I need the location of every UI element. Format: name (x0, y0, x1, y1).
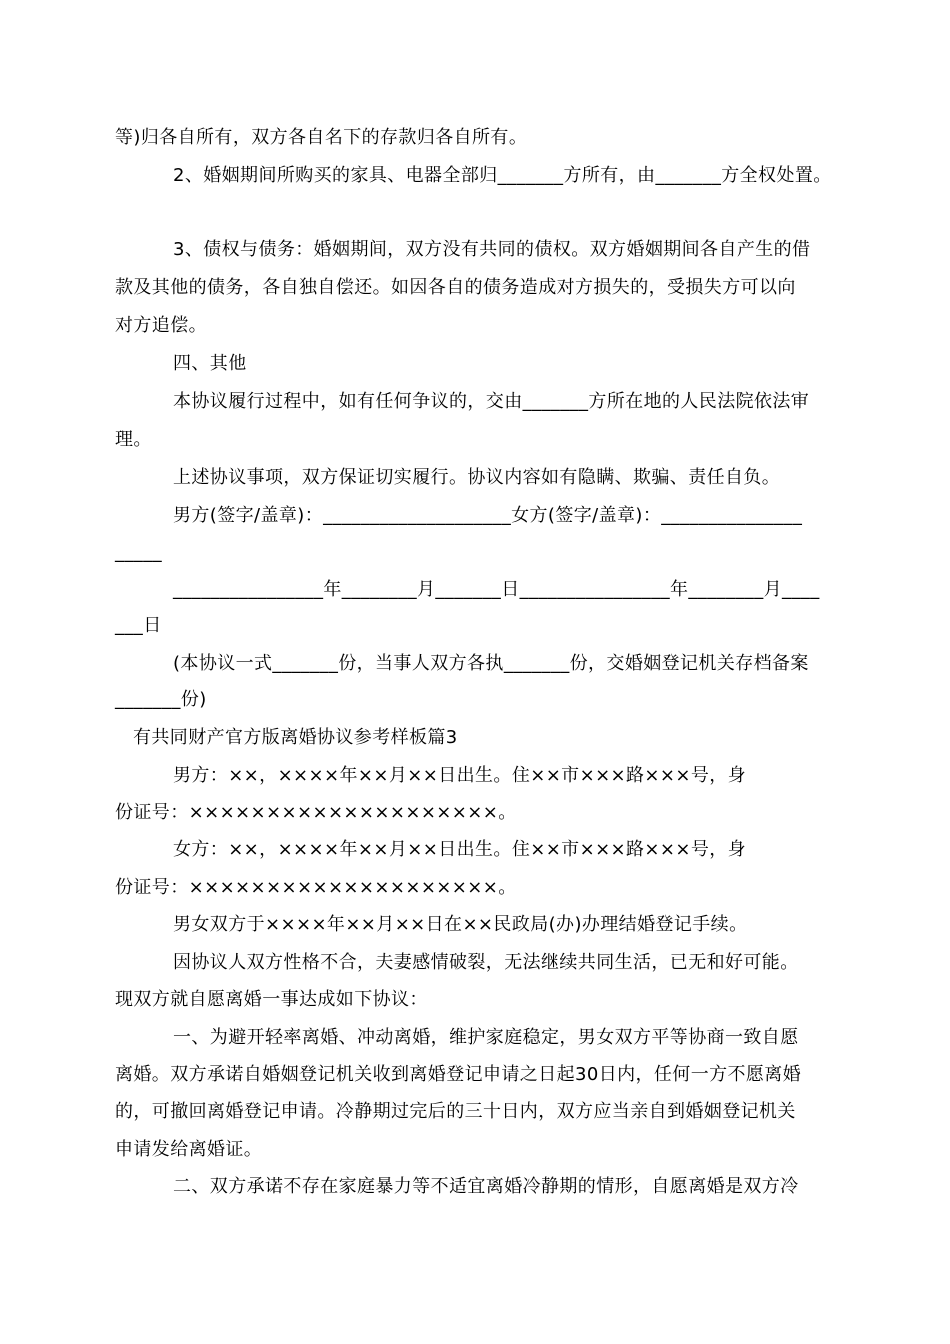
text-line: 的，可撤回离婚登记申请。冷静期过完后的三十日内，双方应当亲自到婚姻登记机关 (115, 1101, 796, 1122)
text-line: 等)归各自所有，双方各自名下的存款归各自所有。 (115, 127, 528, 148)
signature-line: 男方(签字/盖章)：____________________女方(签字/盖章)：_______________ (173, 505, 803, 526)
section-title: 有共同财产官方版离婚协议参考样板篇3 (133, 727, 458, 748)
text-line: 上述协议事项，双方保证切实履行。协议内容如有隐瞒、欺骗、责任自负。 (173, 467, 781, 488)
text-line: 对方追偿。 (115, 315, 207, 336)
date-line: ________________年________月_______日________________年________月____ (173, 579, 820, 600)
text-line: 二、双方承诺不存在家庭暴力等不适宜离婚冷静期的情形，自愿离婚是双方冷 (173, 1176, 799, 1197)
section-heading: 四、其他 (173, 353, 247, 374)
text-line: 款及其他的债务，各自独自偿还。如因各自的债务造成对方损失的，受损失方可以向 (115, 277, 796, 298)
text-line: 女方：××，××××年××月××日出生。住××市×××路×××号，身 (173, 839, 747, 860)
text-line: 现双方就自愿离婚一事达成如下协议： (115, 989, 428, 1010)
text-line: 一、为避开轻率离婚、冲动离婚，维护家庭稳定，男女双方平等协商一致自愿 (173, 1027, 799, 1048)
date-line: ___日 (115, 615, 162, 636)
text-line: 本协议履行过程中，如有任何争议的，交由_______方所在地的人民法院依法审 (173, 391, 810, 412)
text-line: 男女双方于××××年××月××日在××民政局(办)办理结婚登记手续。 (173, 914, 748, 935)
text-line: 份证号：××××××××××××××××××××。 (115, 802, 517, 823)
text-line: _______份) (115, 689, 207, 710)
text-line: 离婚。双方承诺自婚姻登记机关收到离婚登记申请之日起30日内，任何一方不愿离婚 (115, 1064, 802, 1085)
text-line: 2、婚姻期间所购买的家具、电器全部归_______方所有，由_______方全权处置。 (173, 165, 832, 186)
text-line: 申请发给离婚证。 (115, 1139, 263, 1160)
text-line: 份证号：××××××××××××××××××××。 (115, 877, 517, 898)
signature-line: _____ (115, 542, 162, 563)
text-line: 男方：××，××××年××月××日出生。住××市×××路×××号，身 (173, 765, 747, 786)
text-line: 理。 (115, 429, 152, 450)
text-line: (本协议一式_______份，当事人双方各执_______份，交婚姻登记机关存档备案 (173, 653, 809, 674)
text-line: 因协议人双方性格不合，夫妻感情破裂，无法继续共同生活，已无和好可能。 (173, 952, 799, 973)
text-line: 3、债权与债务：婚姻期间，双方没有共同的债权。双方婚姻期间各自产生的借 (173, 239, 811, 260)
